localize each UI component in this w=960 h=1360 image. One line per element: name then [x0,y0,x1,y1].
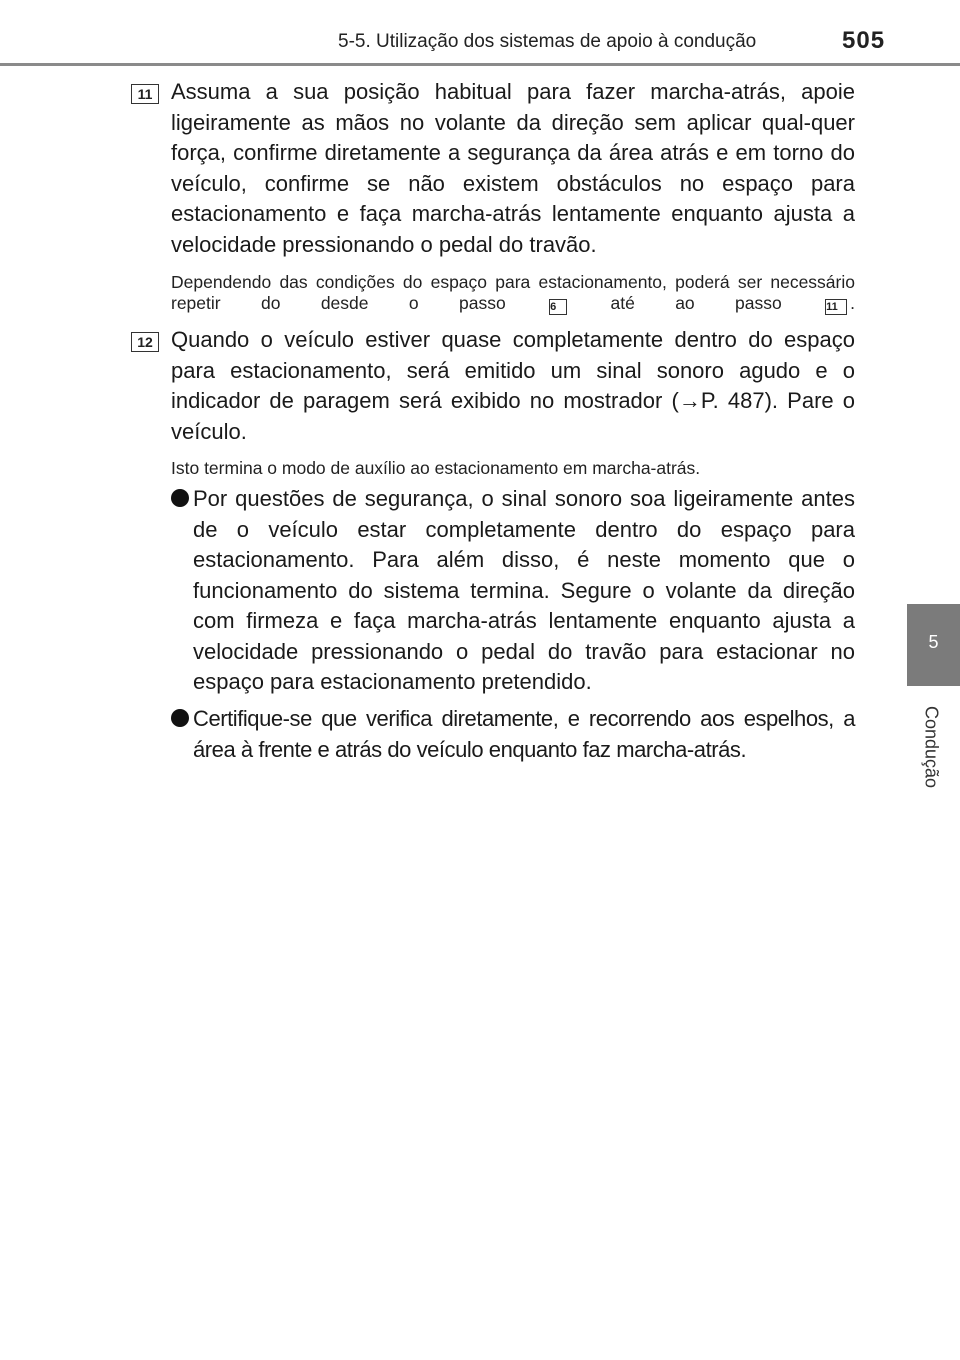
step-ref-11: 11 [825,299,847,315]
step-12-note: Isto termina o modo de auxílio ao estacionamento em marcha-atrás. [171,458,701,478]
note-suffix: . [850,293,855,313]
chapter-tab [907,604,960,686]
step-12-marker: 12 [131,332,159,352]
bullet-icon [171,489,189,507]
step-12-text [171,325,855,447]
bullet-item [171,484,855,698]
step-12-text-after: P. 487). Pare o veículo. [171,388,855,444]
bullet-item [171,704,855,765]
step-ref-6: 6 [549,299,567,315]
step-11-note [171,272,855,315]
header-divider [0,63,960,66]
step-11-text: Assuma a sua posição habitual para fazer marcha-atrás, apoie ligeiramente as mãos no volante da direção sem aplicar qual-quer força, confirme diretamente a segurança da área atrás e em torno do veículo, confirme se não existem obstáculos no espaço para estacionamento e faça marcha-atrás lentamente enquanto ajusta a velocidade pressionando o pedal do travão. [171,79,855,257]
bullet-icon [171,709,189,727]
section-title: 5-5. Utilização dos sistemas de apoio à condução [338,31,757,52]
arrow-symbol: → [678,388,701,413]
step-12-text-before: Quando o veículo estiver quase completamente dentro do espaço para estacionamento, será emitido um sinal sonoro agudo e o indicador de paragem será exibido no mostrador ( [171,327,855,413]
note-middle: até ao passo [610,293,782,313]
bullet-text: Por questões de segurança, o sinal sonoro soa ligeiramente antes de o veículo estar completamente dentro do espaço para estacionamento. Para além disso, é neste momento que o funcionamento do sistema termina. Segure o volante da direção com firmeza e faça marcha-atrás lentamente enquanto ajusta a velocidade pressionando o pedal do travão para estacionar no espaço para estacionamento pretendido. [193,486,855,694]
page-number: 505 [842,27,886,54]
bullet-text: Certifique-se que verifica diretamente, e recorrendo aos espelhos, a área à frente e atrás do veículo enquanto faz marcha-atrás. [193,706,855,762]
note-prefix: Dependendo das condições do espaço para estacionamento, poderá ser necessário repetir do desde o passo [171,272,855,313]
chapter-label [916,700,946,794]
step-11-marker: 11 [131,84,159,104]
chapter-label-text: Condução [921,705,942,789]
chapter-number: 5 [928,632,939,652]
